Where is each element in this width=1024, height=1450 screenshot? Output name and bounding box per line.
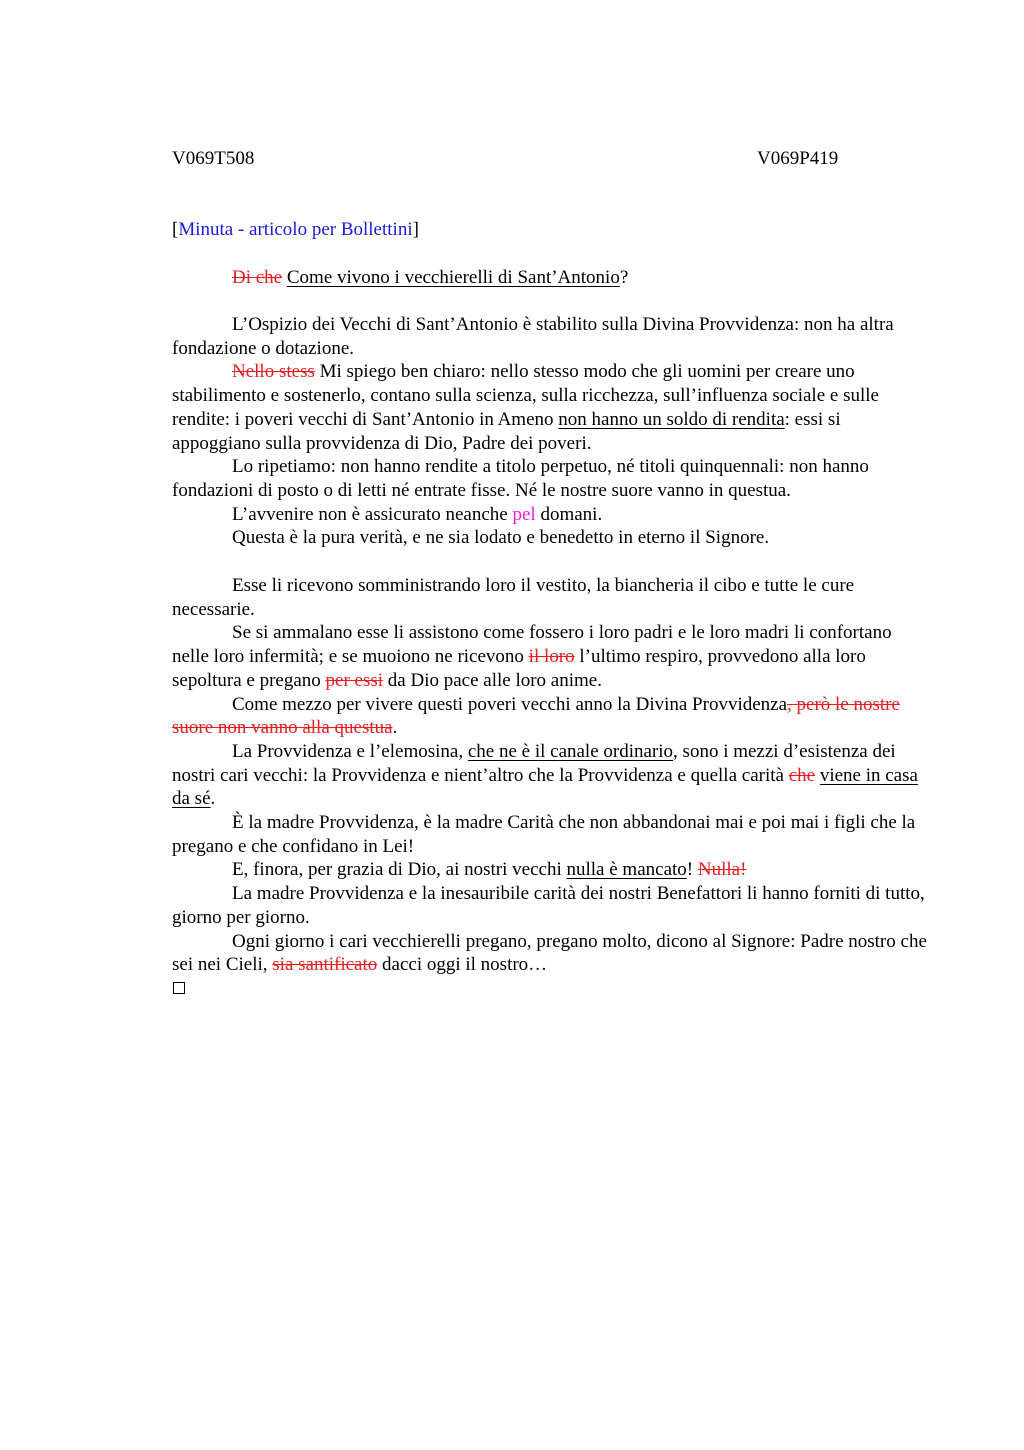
paragraph-3 [172,455,928,502]
p11-text-a: E, finora, per grazia di Dio, ai nostri vecchi [232,859,567,881]
article-body [172,313,928,977]
p4-highlight-word: pel [512,503,536,525]
editorial-note [172,218,419,242]
p8-deleted-text: , però le nostre suore non vanno alla questua [172,693,900,739]
p11-deleted-text: Nulla! [697,859,747,881]
paragraph-4 [172,503,928,527]
p9-underlined-b: viene in casa da sé [172,764,918,810]
header-right-code: V069P419 [757,148,839,169]
p5-text: Questa è la pura verità, e ne sia lodato e benedetto in eterno il Signore. [232,527,770,549]
p13-text-b: dacci oggi il nostro… [377,954,548,976]
paragraph-13 [172,930,928,977]
p2-deleted-text: Nello stess [232,361,315,383]
p1-text: L’Ospizio dei Vecchi di Sant’Antonio è stabilito sulla Divina Provvidenza: non ha altra fondazione o dotazione. [172,314,894,359]
p13-deleted-text: sia santificato [272,954,378,976]
p9-underlined-a: che ne è il canale ordinario [467,740,674,762]
title-deleted-text: Di che [232,267,283,288]
p11-text-b: ! [686,859,698,881]
note-open-bracket: [ [172,219,179,240]
paragraph-5 [172,526,928,550]
title-underlined-text: Come vivono i vecchierelli di Sant’Antonio [286,267,620,288]
article-title [232,266,628,290]
p7-text-a: Se si ammalano esse li assistono come fossero i loro padri e le loro madri li confortano nelle loro infermità; e se muoiono ne ricevono [172,622,892,668]
p9-text-d: . [210,788,216,810]
p2-underlined-text: non hanno un soldo di rendita [558,408,785,430]
p4-text-b: domani. [535,503,603,525]
title-end: ? [619,267,629,288]
p11-underlined-text: nulla è mancato [566,859,687,881]
p8-text-a: Come mezzo per vivere questi poveri vecchi anno la Divina Provvidenza [232,693,788,715]
p12-text: La madre Provvidenza e la inesauribile carità dei nostri Benefattori li hanno forniti di tutto, giorno per giorno. [172,883,925,928]
header-left-code: V069T508 [172,148,255,169]
p13-text-a: Ogni giorno i cari vecchierelli pregano, pregano molto, dicono al Signore: Padre nostro che sei nei Cieli, [172,930,927,976]
p3-text: Lo ripetiamo: non hanno rendite a titolo perpetuo, né titoli quinquennali: non hanno fondazioni di posto o di letti né entrate fisse. Né le nostre suore vanno in questua. [172,456,869,501]
note-close-bracket: ] [412,219,419,240]
p7-deleted-a: il loro [528,646,575,668]
p7-text-c: da Dio pace alle loro anime. [383,669,602,691]
p6-text: Esse li ricevono somministrando loro il vestito, la biancheria il cibo e tutte le cure necessarie. [172,575,855,620]
paragraph-1 [172,313,928,360]
paragraph-9 [172,740,928,811]
paragraph-11 [172,858,928,882]
p4-text-a: L’avvenire non è assicurato neanche [232,503,513,525]
p2-text-a: Mi spiego ben chiaro: nello stesso modo che gli uomini per creare uno stabilimento e sostenerlo, contano sulla scienza, sulla ricchezza, sull’influenza sociale e sulle rendite: i poveri vecchi di Sant’Antonio in Ameno [172,361,879,430]
p9-text-b: , sono i mezzi d’esistenza dei nostri cari vecchi: la Provvidenza e nient’altro che la Provvidenza e quella carità [172,740,896,786]
paragraph-2 [172,360,928,455]
paragraph-8 [172,693,928,740]
p7-text-b: l’ultimo respiro, provvedono alla loro sepoltura e pregano [172,646,866,691]
p7-deleted-b: per essi [325,669,384,691]
p8-text-b: . [392,717,398,739]
paragraph-10 [172,811,928,858]
p9-deleted-text: che [788,764,816,786]
paragraph-7 [172,621,928,692]
end-marker-box [173,982,185,994]
paragraph-12 [172,882,928,929]
p9-text-a: La Provvidenza e l’elemosina, [232,740,468,762]
p2-text-b: : essi si appoggiano sulla provvidenza di Dio, Padre dei poveri. [172,408,841,454]
note-text: Minuta - articolo per Bollettini [178,219,413,240]
p10-text: È la madre Provvidenza, è la madre Carità che non abbandonai mai e poi mai i figli che la pregano e che confidano in Lei! [172,812,916,857]
paragraph-6 [172,574,928,621]
